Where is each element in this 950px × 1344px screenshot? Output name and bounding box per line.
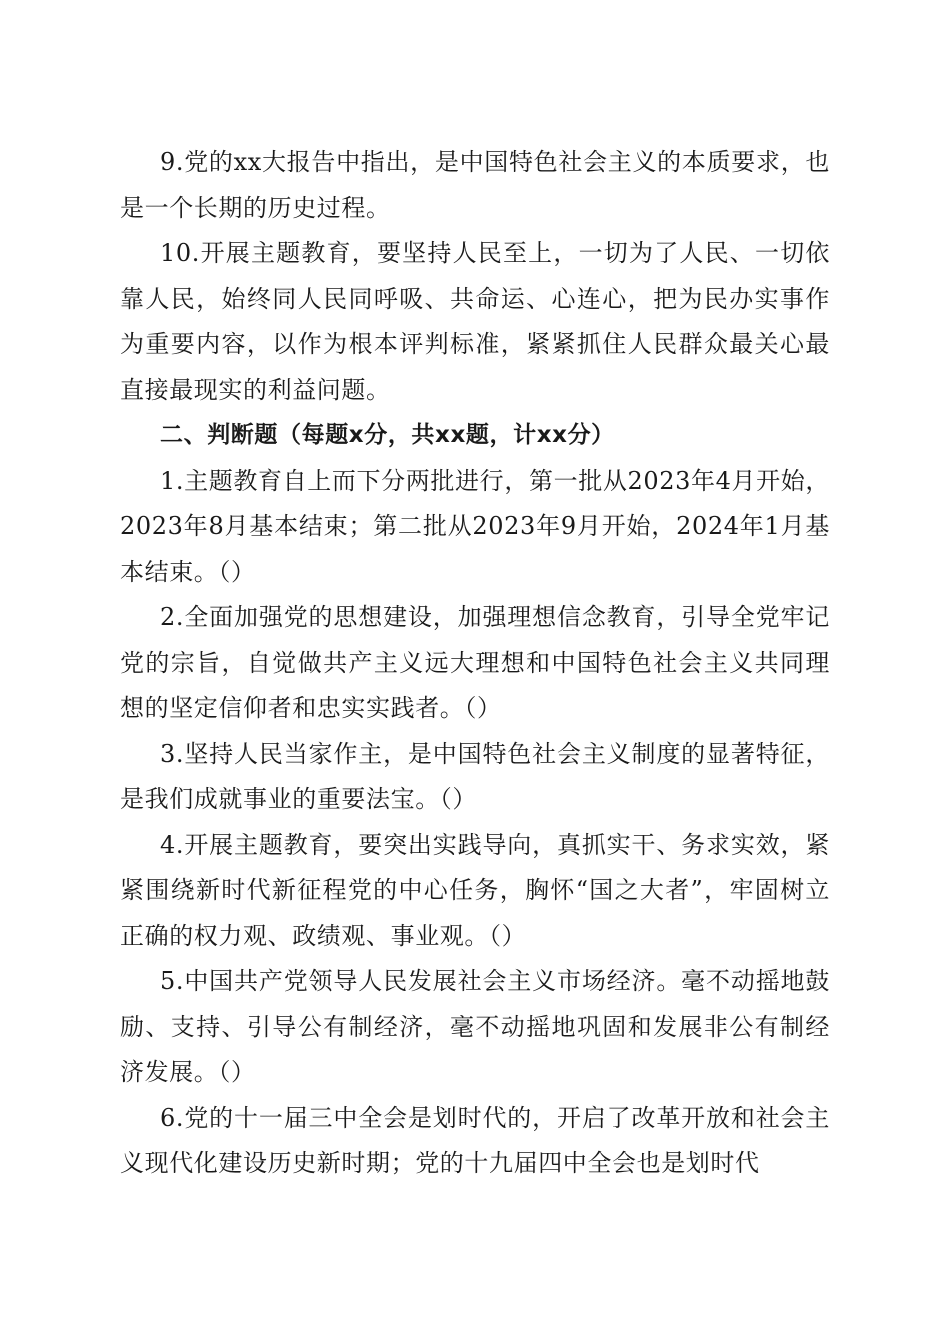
- document-body: [120, 140, 830, 1187]
- fill-blank-item-9: 9.党的xx大报告中指出，是中国特色社会主义的本质要求，也是一个长期的历史过程。: [120, 148, 830, 222]
- judgment-item-4: 4.开展主题教育，要突出实践导向，真抓实干、务求实效，紧紧围绕新时代新征程党的中心任务，胸怀“国之大者”，牢固树立正确的权力观、政绩观、事业观。（）: [120, 830, 830, 950]
- judgment-item-5: 5.中国共产党领导人民发展社会主义市场经济。毫不动摇地鼓励、支持、引导公有制经济，毫不动摇地巩固和发展非公有制经济发展。（）: [120, 967, 830, 1086]
- fill-blank-item-10: 10.开展主题教育，要坚持人民至上，一切为了人民、一切依靠人民，始终同人民同呼吸、共命运、心连心，把为民办实事作为重要内容，以作为根本评判标准，紧紧抓住人民群众最关心最直接最现实的利益问题。: [120, 239, 830, 404]
- judgment-item-3: 3.坚持人民当家作主，是中国特色社会主义制度的显著特征，是我们成就事业的重要法宝。（）: [120, 739, 830, 813]
- judgment-item-1: 1.主题教育自上而下分两批进行，第一批从2023年4月开始，2023年8月基本结束；第二批从2023年9月开始，2024年1月基本结束。（）: [120, 466, 830, 586]
- judgment-item-2: 2.全面加强党的思想建设，加强理想信念教育，引导全党牢记党的宗旨，自觉做共产主义远大理想和中国特色社会主义共同理想的坚定信仰者和忠实实践者。（）: [120, 603, 830, 722]
- section-heading-judgment: 二、判断题（每题x分，共xx题，计xx分）: [160, 422, 615, 448]
- judgment-item-6: 6.党的十一届三中全会是划时代的，开启了改革开放和社会主义现代化建设历史新时期；党的十九届四中全会也是划时代: [120, 1103, 830, 1177]
